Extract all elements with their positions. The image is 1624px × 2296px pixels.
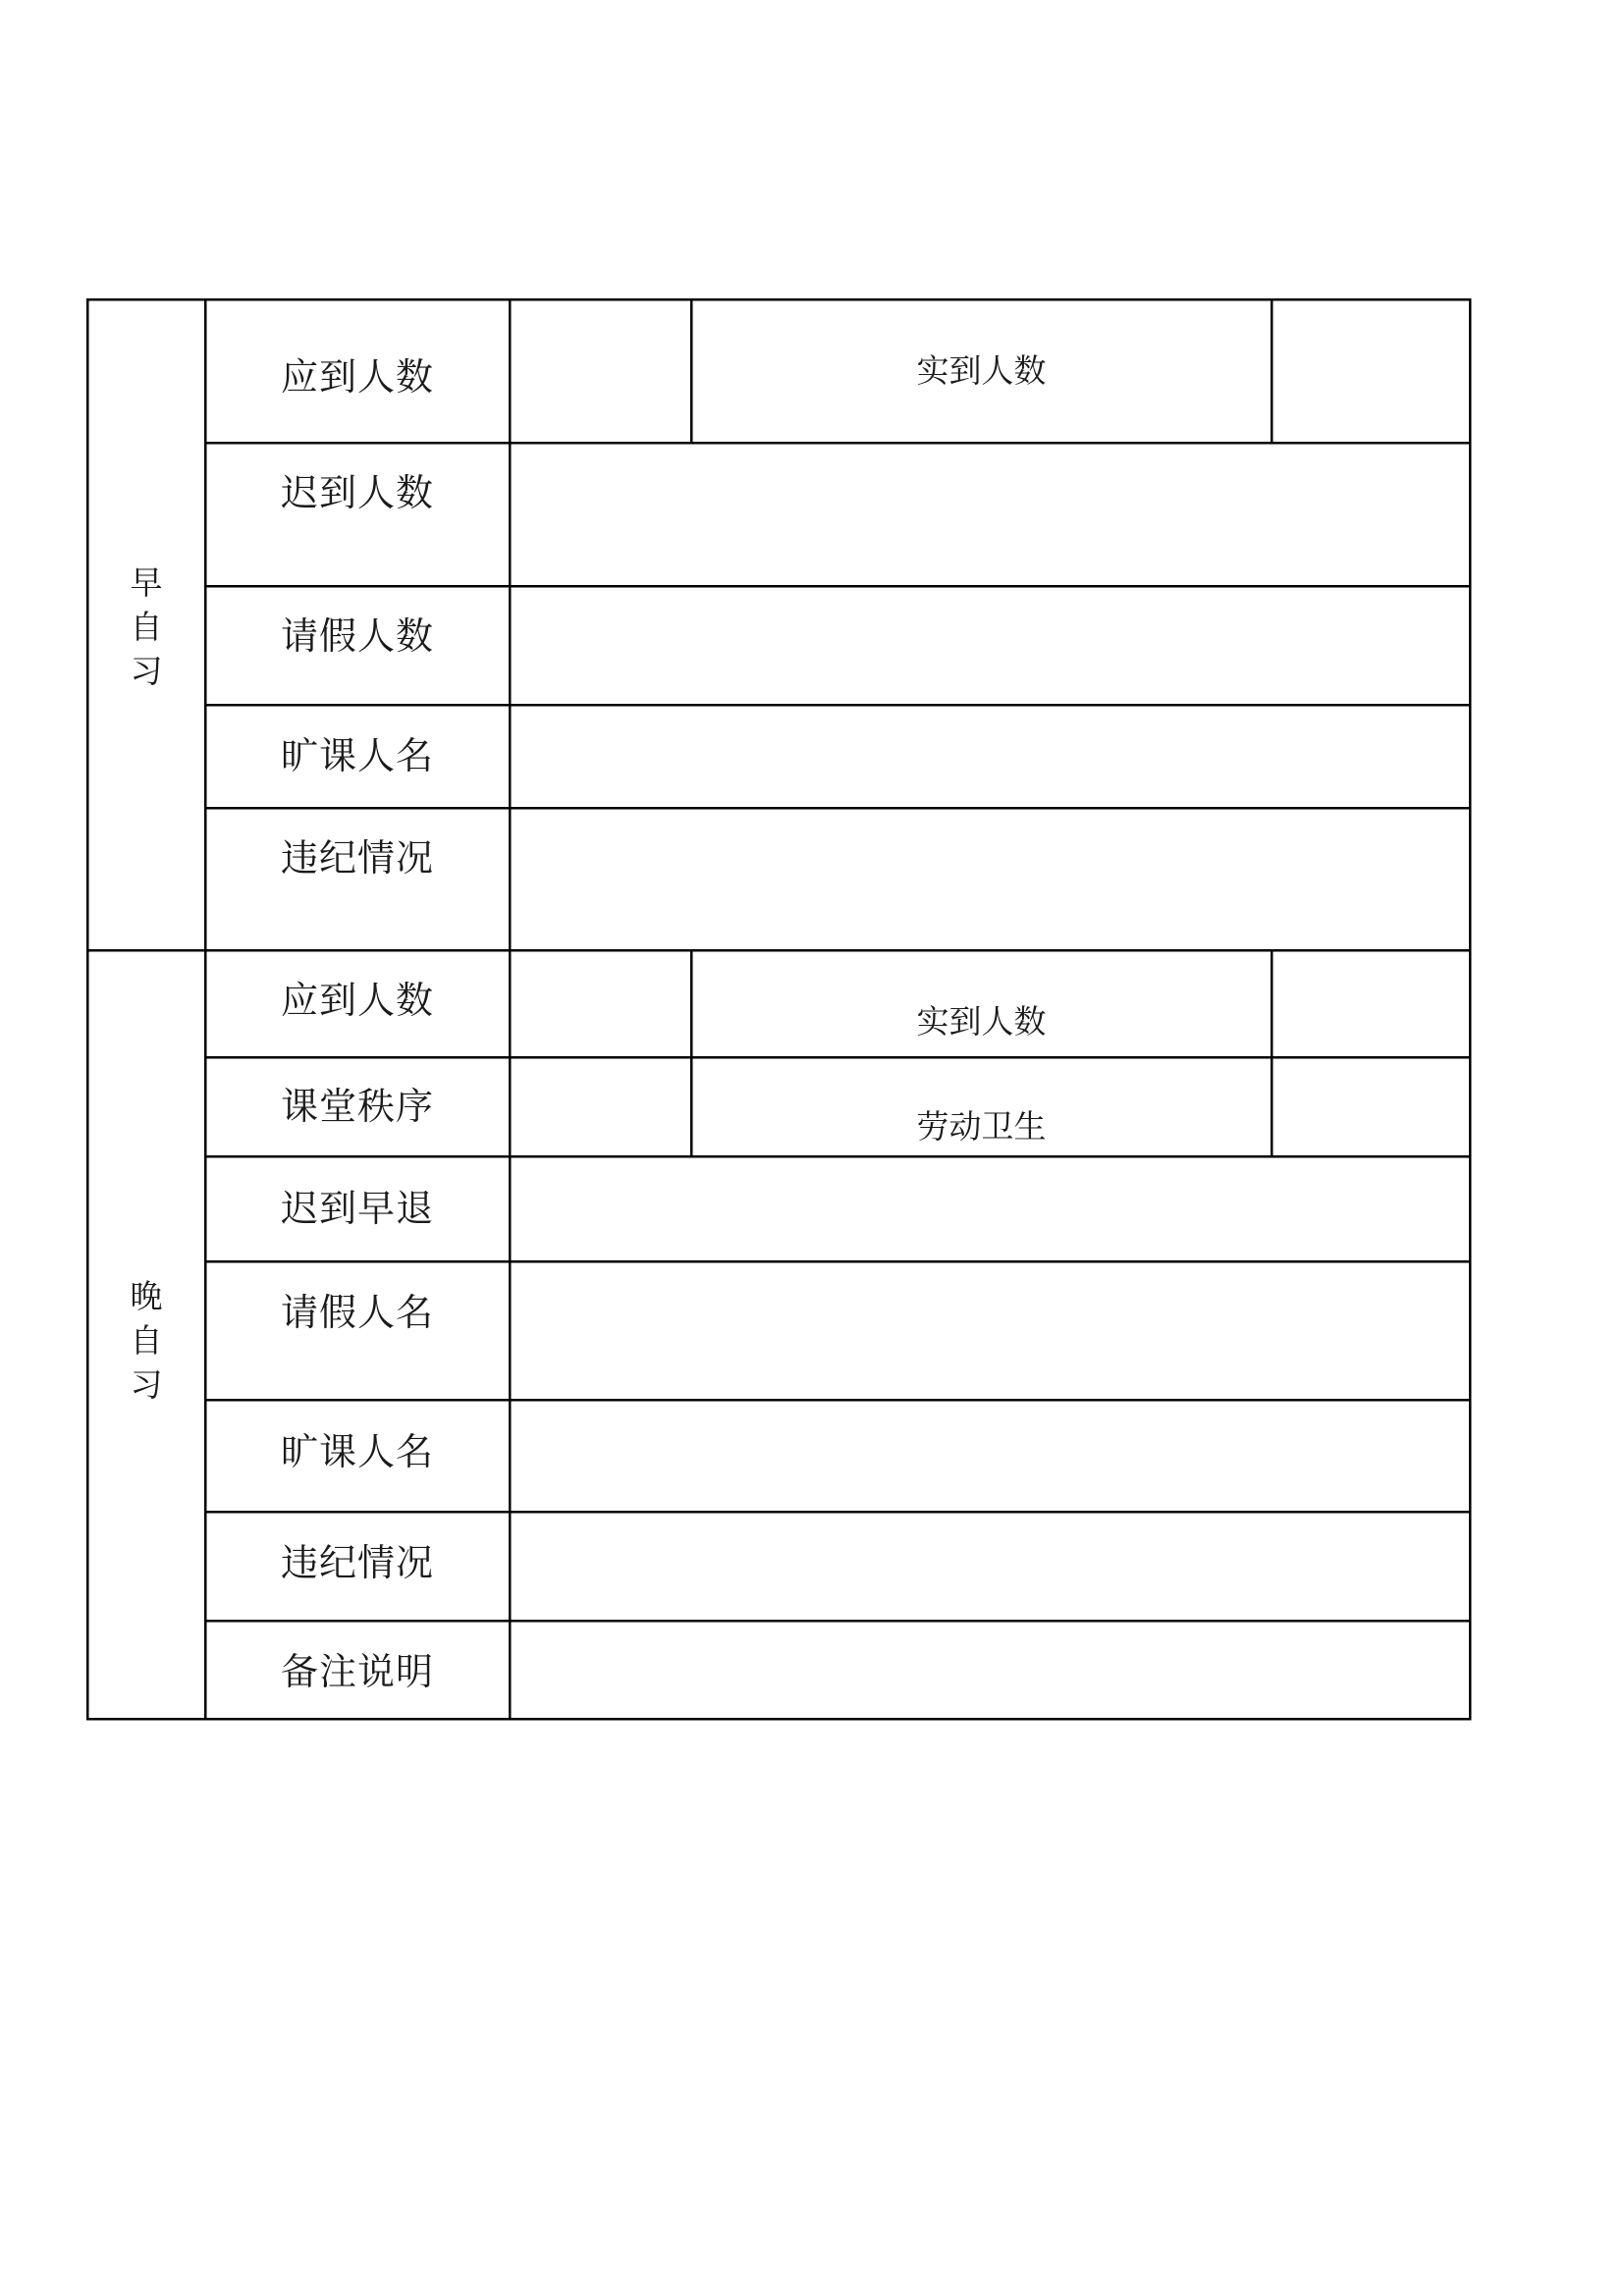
evening-order-label: 课堂秩序 xyxy=(280,1085,434,1128)
evening-section-title: 晚自习 xyxy=(130,1277,163,1404)
morning-absent-label: 旷课人名 xyxy=(280,734,434,777)
morning-discipline-label: 违纪情况 xyxy=(280,836,434,880)
evening-remarks-label: 备注说明 xyxy=(280,1650,434,1693)
morning-expected-label: 应到人数 xyxy=(280,355,434,399)
evening-discipline-label: 违纪情况 xyxy=(280,1541,434,1584)
evening-late-early-label: 迟到早退 xyxy=(280,1187,434,1230)
evening-absent-label: 旷课人名 xyxy=(280,1430,434,1473)
morning-actual-label: 实到人数 xyxy=(916,351,1047,390)
evening-leave-label: 请假人名 xyxy=(280,1291,434,1334)
evening-expected-label: 应到人数 xyxy=(280,979,434,1022)
evening-hygiene-label: 劳动卫生 xyxy=(916,1107,1047,1146)
morning-section-title: 早自习 xyxy=(130,563,163,690)
evening-actual-label: 实到人数 xyxy=(916,1002,1047,1041)
morning-late-label: 迟到人数 xyxy=(280,471,434,514)
morning-leave-label: 请假人数 xyxy=(280,614,434,658)
